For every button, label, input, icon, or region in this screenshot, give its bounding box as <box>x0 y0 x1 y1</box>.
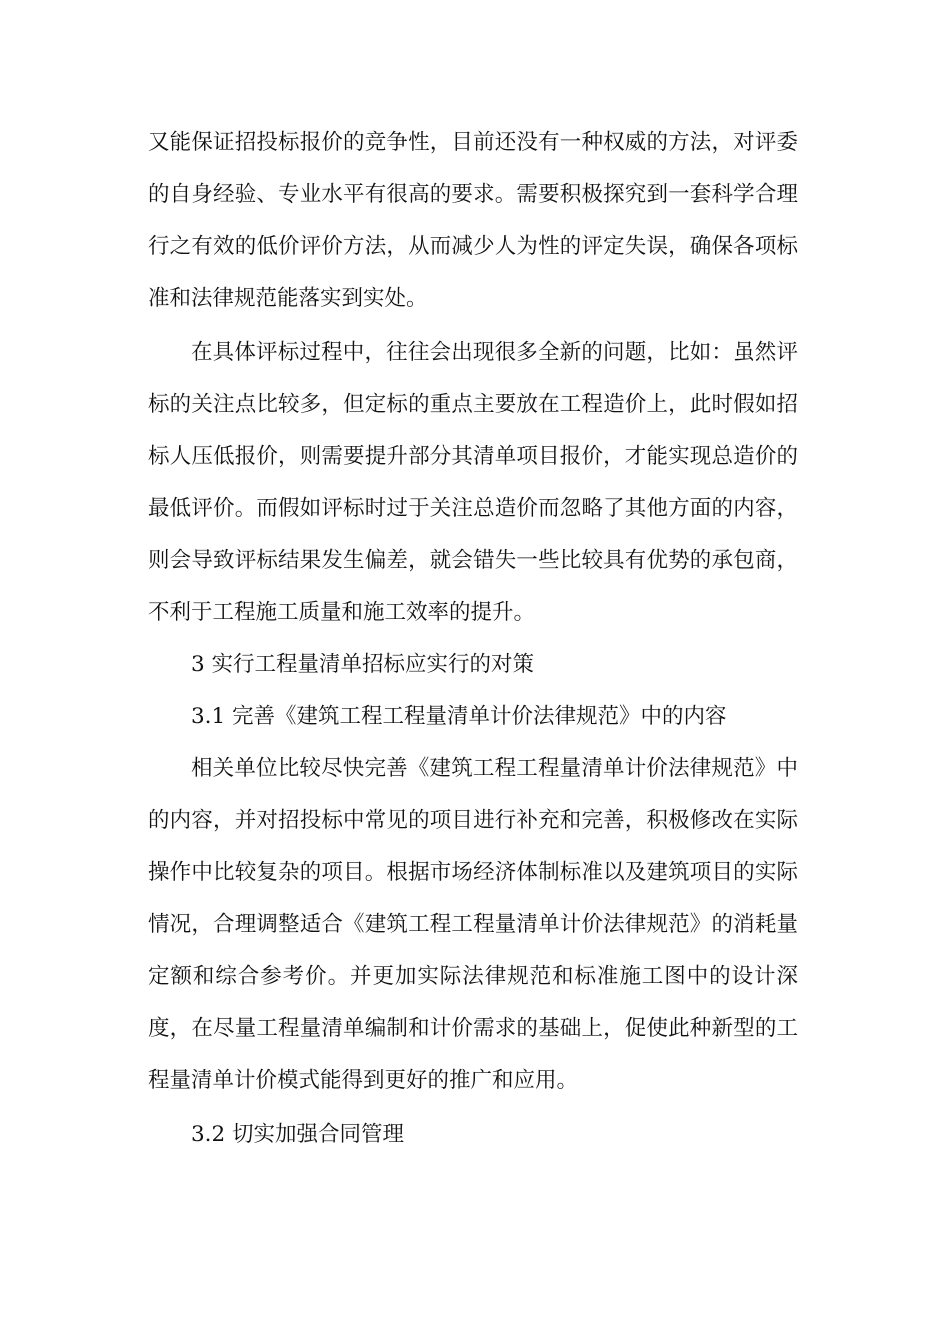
document-body <box>148 117 798 1161</box>
section-heading-3-2: 3.2 切实加强合同管理 <box>191 1122 405 1147</box>
section-heading-3: 3 实行工程量清单招标应实行的对策 <box>191 652 535 677</box>
paragraph-improve-standards: 相关单位比较尽快完善《建筑工程工程量清单计价法律规范》中的内容，并对招投标中常见的项目进行补充和完善，积极修改在实际操作中比较复杂的项目。根据市场经济体制标准以及建筑项目的实际情况，合理调整适合《建筑工程工程量清单计价法律规范》的消耗量定额和综合参考价。并更加实际法律规范和标准施工图中的设计深度，在尽量工程量清单编制和计价需求的基础上，促使此种新型的工程量清单计价模式能得到更好的推广和应用。 <box>148 756 798 1093</box>
paragraph-evaluation-issues: 在具体评标过程中，往往会出现很多全新的问题，比如：虽然评标的关注点比较多，但定标的重点主要放在工程造价上，此时假如招标人压低报价，则需要提升部分其清单项目报价，才能实现总造价的最低评价。而假如评标时过于关注总造价而忽略了其他方面的内容，则会导致评标结果发生偏差，就会错失一些比较具有优势的承包商，不利于工程施工质量和施工效率的提升。 <box>148 340 798 625</box>
paragraph-continuation: 又能保证招投标报价的竞争性，目前还没有一种权威的方法，对评委的自身经验、专业水平有很高的要求。需要积极探究到一套科学合理行之有效的低价评价方法，从而减少人为性的评定失误，确保各项标准和法律规范能落实到实处。 <box>148 130 798 311</box>
section-heading-3-1: 3.1 完善《建筑工程工程量清单计价法律规范》中的内容 <box>191 704 727 729</box>
